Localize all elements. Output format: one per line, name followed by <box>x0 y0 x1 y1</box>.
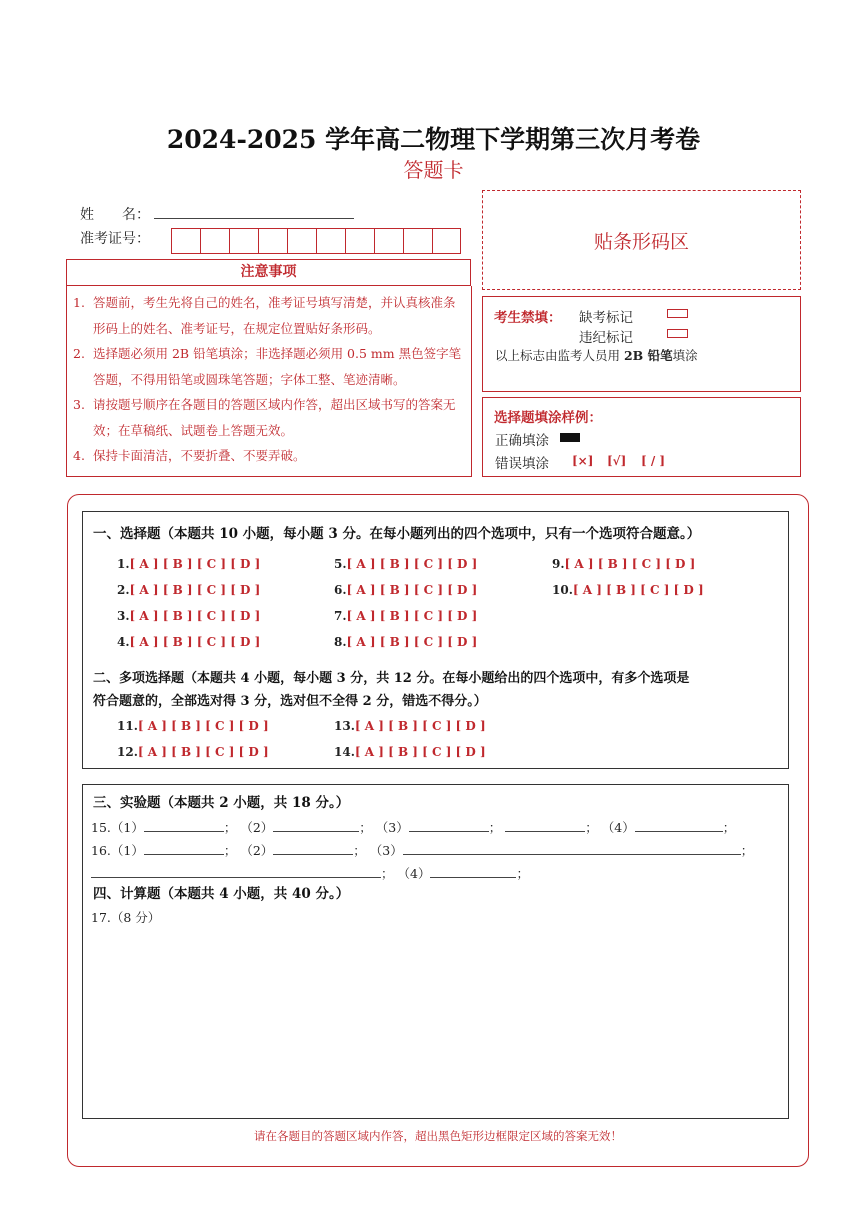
question-number: 1. <box>117 557 130 571</box>
barcode-area <box>482 190 801 290</box>
notice-item <box>73 443 465 469</box>
barcode-label: 贴条形码区 <box>593 230 689 253</box>
question-16 <box>91 841 753 859</box>
question-choice[interactable] <box>334 719 486 733</box>
answer-blank[interactable] <box>273 820 359 832</box>
question-number: 8. <box>334 635 347 649</box>
notice-item-text: 保持卡面清洁，不要折叠、不要弄破。 <box>93 448 306 463</box>
part-label: （4） <box>397 866 431 881</box>
id-digit-box[interactable] <box>287 228 316 254</box>
question-options[interactable]: [ A ] [ B ] [ C ] [ D ] <box>354 745 486 759</box>
correct-fill-label: 正确填涂 <box>495 433 549 449</box>
question-number: 9. <box>552 557 565 571</box>
question-choice[interactable] <box>334 635 477 649</box>
question-number: 14. <box>334 745 355 759</box>
question-15 <box>91 818 735 836</box>
separator: ； <box>516 866 529 881</box>
question-choice[interactable] <box>552 557 695 571</box>
question-options[interactable]: [ A ] [ B ] [ C ] [ D ] <box>346 557 478 571</box>
forbidden-note-bold: 2B 铅笔 <box>623 348 673 363</box>
question-options[interactable]: [ A ] [ B ] [ C ] [ D ] <box>572 583 704 597</box>
separator: ； <box>359 820 372 835</box>
id-digit-box[interactable] <box>200 228 229 254</box>
separator: ； <box>223 820 237 835</box>
question-choice[interactable] <box>334 745 486 759</box>
notice-item-text: 请按题号顺序在各题目的答题区域内作答，超出区域书写的答案无效；在草稿纸、试题卷上答题无效。 <box>93 397 456 438</box>
absent-mark-label: 缺考标记 <box>579 310 633 326</box>
wrong-fill-sample: [ / ] <box>641 454 666 468</box>
name-label: 姓 名： <box>80 207 150 223</box>
section1-title: 一、选择题（本题共 10 小题，每小题 3 分。在每小题列出的四个选项中，只有一个选项符合题意。） <box>93 526 701 542</box>
separator: ； <box>381 866 394 881</box>
id-digit-box[interactable] <box>171 228 200 254</box>
notice-item-num: 3. <box>73 397 85 412</box>
answer-blank[interactable] <box>635 820 723 832</box>
question-17-answer-area[interactable] <box>91 930 781 1110</box>
notice-item-num: 2. <box>73 346 85 361</box>
violation-mark-label: 违纪标记 <box>579 330 633 346</box>
question-options[interactable]: [ A ] [ B ] [ C ] [ D ] <box>129 609 261 623</box>
part-label: （1） <box>110 843 144 858</box>
forbidden-note-text: 以上标志由监考人员用 <box>495 348 624 363</box>
question-choice[interactable] <box>334 557 477 571</box>
part-label: （4） <box>601 820 635 835</box>
id-digit-box[interactable] <box>432 228 461 254</box>
sample-title: 选择题填涂样例： <box>494 410 602 426</box>
notice-item <box>73 392 465 443</box>
question-number: 13. <box>334 719 355 733</box>
notice-item-text: 答题前，考生先将自己的姓名，准考证号填写清楚，并认真核准条形码上的姓名、准考证号，在规定位置贴好条形码。 <box>93 295 456 336</box>
notice-item-num: 4. <box>73 448 85 463</box>
id-number-boxes[interactable] <box>171 228 461 254</box>
question-number: 4. <box>117 635 130 649</box>
question-number: 15. <box>91 820 111 835</box>
footer-warning: 请在各题目的答题区域内作答，超出黑色矩形边框限定区域的答案无效！ <box>254 1129 622 1143</box>
question-choice[interactable] <box>117 719 269 733</box>
question-choice[interactable] <box>117 609 260 623</box>
separator: ； <box>740 843 754 858</box>
notice-heading: 注意事项 <box>66 259 471 286</box>
question-options[interactable]: [ A ] [ B ] [ C ] [ D ] <box>129 635 261 649</box>
notice-item <box>73 341 465 392</box>
forbidden-note-text: 填涂 <box>672 348 698 363</box>
question-options[interactable]: [ A ] [ B ] [ C ] [ D ] <box>354 719 486 733</box>
question-options[interactable]: [ A ] [ B ] [ C ] [ D ] <box>564 557 696 571</box>
forbidden-box <box>482 296 801 392</box>
wrong-fill-sample: [×] <box>572 454 594 468</box>
question-options[interactable]: [ A ] [ B ] [ C ] [ D ] <box>129 557 261 571</box>
notice-item-num: 1. <box>73 295 85 310</box>
wrong-fill-sample: [√] <box>607 454 627 468</box>
answer-blank[interactable] <box>144 820 224 832</box>
id-label: 准考证号： <box>80 231 150 247</box>
page-title: 2024-2025 学年高二物理下学期第三次月考卷 <box>166 125 701 154</box>
notice-box <box>66 286 472 477</box>
name-field[interactable] <box>154 218 354 219</box>
notice-item-text: 选择题必须用 2B 铅笔填涂；非选择题必须用 0.5 mm 黑色签字笔答题，不得用铅笔或圆珠笔答题；字体工整、笔迹清晰。 <box>93 346 462 387</box>
question-options[interactable]: [ A ] [ B ] [ C ] [ D ] <box>346 635 478 649</box>
question-number: 2. <box>117 583 130 597</box>
question-choice[interactable] <box>334 583 477 597</box>
violation-mark-box[interactable] <box>667 329 688 338</box>
answer-blank[interactable] <box>403 843 741 855</box>
sample-box <box>482 397 801 477</box>
question-number: 10. <box>552 583 573 597</box>
answer-blank[interactable] <box>505 820 585 832</box>
question-number: 12. <box>117 745 138 759</box>
separator: ； <box>353 843 366 858</box>
correct-fill-sample <box>560 433 580 442</box>
question-choice[interactable] <box>552 583 704 597</box>
separator: ； <box>585 820 598 835</box>
question-17-label: 17.（8 分） <box>91 910 161 925</box>
question-options[interactable]: [ A ] [ B ] [ C ] [ D ] <box>346 609 478 623</box>
question-number: 7. <box>334 609 347 623</box>
forbidden-label: 考生禁填： <box>494 310 562 326</box>
page-subtitle: 答题卡 <box>403 158 464 182</box>
answer-blank[interactable] <box>91 866 381 878</box>
separator: ； <box>488 820 502 835</box>
separator: ； <box>223 843 237 858</box>
written-section-box <box>82 784 789 1119</box>
id-digit-box[interactable] <box>229 228 258 254</box>
question-choice[interactable] <box>117 557 260 571</box>
question-choice[interactable] <box>334 609 477 623</box>
question-options[interactable]: [ A ] [ B ] [ C ] [ D ] <box>129 583 261 597</box>
section2-title: 符合题意的，全部选对得 3 分，选对但不全得 2 分，错选不得分。） <box>93 694 487 709</box>
part-label: （3） <box>369 843 403 858</box>
question-choice[interactable] <box>117 635 260 649</box>
section2-title: 二、多项选择题（本题共 4 小题，每小题 3 分，共 12 分。在每小题给出的四个选项中，有多个选项是 <box>93 671 690 686</box>
question-number: 6. <box>334 583 347 597</box>
answer-blank[interactable] <box>273 843 353 855</box>
separator: ； <box>722 820 736 835</box>
id-digit-box[interactable] <box>258 228 287 254</box>
question-choice[interactable] <box>117 745 269 759</box>
part-label: （1） <box>110 820 144 835</box>
wrong-fill-label: 错误填涂 <box>495 456 549 472</box>
question-number: 3. <box>117 609 130 623</box>
question-number: 16. <box>91 843 111 858</box>
section3-title: 三、实验题（本题共 2 小题，共 18 分。） <box>93 795 350 811</box>
part-label: （2） <box>240 820 274 835</box>
question-16-cont <box>91 864 529 882</box>
choice-section-box <box>82 511 789 769</box>
id-digit-box[interactable] <box>403 228 432 254</box>
id-digit-box[interactable] <box>374 228 403 254</box>
question-options[interactable]: [ A ] [ B ] [ C ] [ D ] <box>137 719 269 733</box>
question-options[interactable]: [ A ] [ B ] [ C ] [ D ] <box>137 745 269 759</box>
part-label: （3） <box>375 820 409 835</box>
part-label: （2） <box>240 843 274 858</box>
id-digit-box[interactable] <box>345 228 374 254</box>
question-choice[interactable] <box>117 583 260 597</box>
section4-title: 四、计算题（本题共 4 小题，共 40 分。） <box>93 886 350 902</box>
absent-mark-box[interactable] <box>667 309 688 318</box>
notice-item <box>73 290 465 341</box>
answer-blank[interactable] <box>144 843 224 855</box>
question-number: 5. <box>334 557 347 571</box>
question-number: 11. <box>117 719 138 733</box>
forbidden-note <box>495 346 698 364</box>
id-digit-box[interactable] <box>316 228 345 254</box>
question-options[interactable]: [ A ] [ B ] [ C ] [ D ] <box>346 583 478 597</box>
answer-blank[interactable] <box>430 866 516 878</box>
answer-blank[interactable] <box>409 820 489 832</box>
